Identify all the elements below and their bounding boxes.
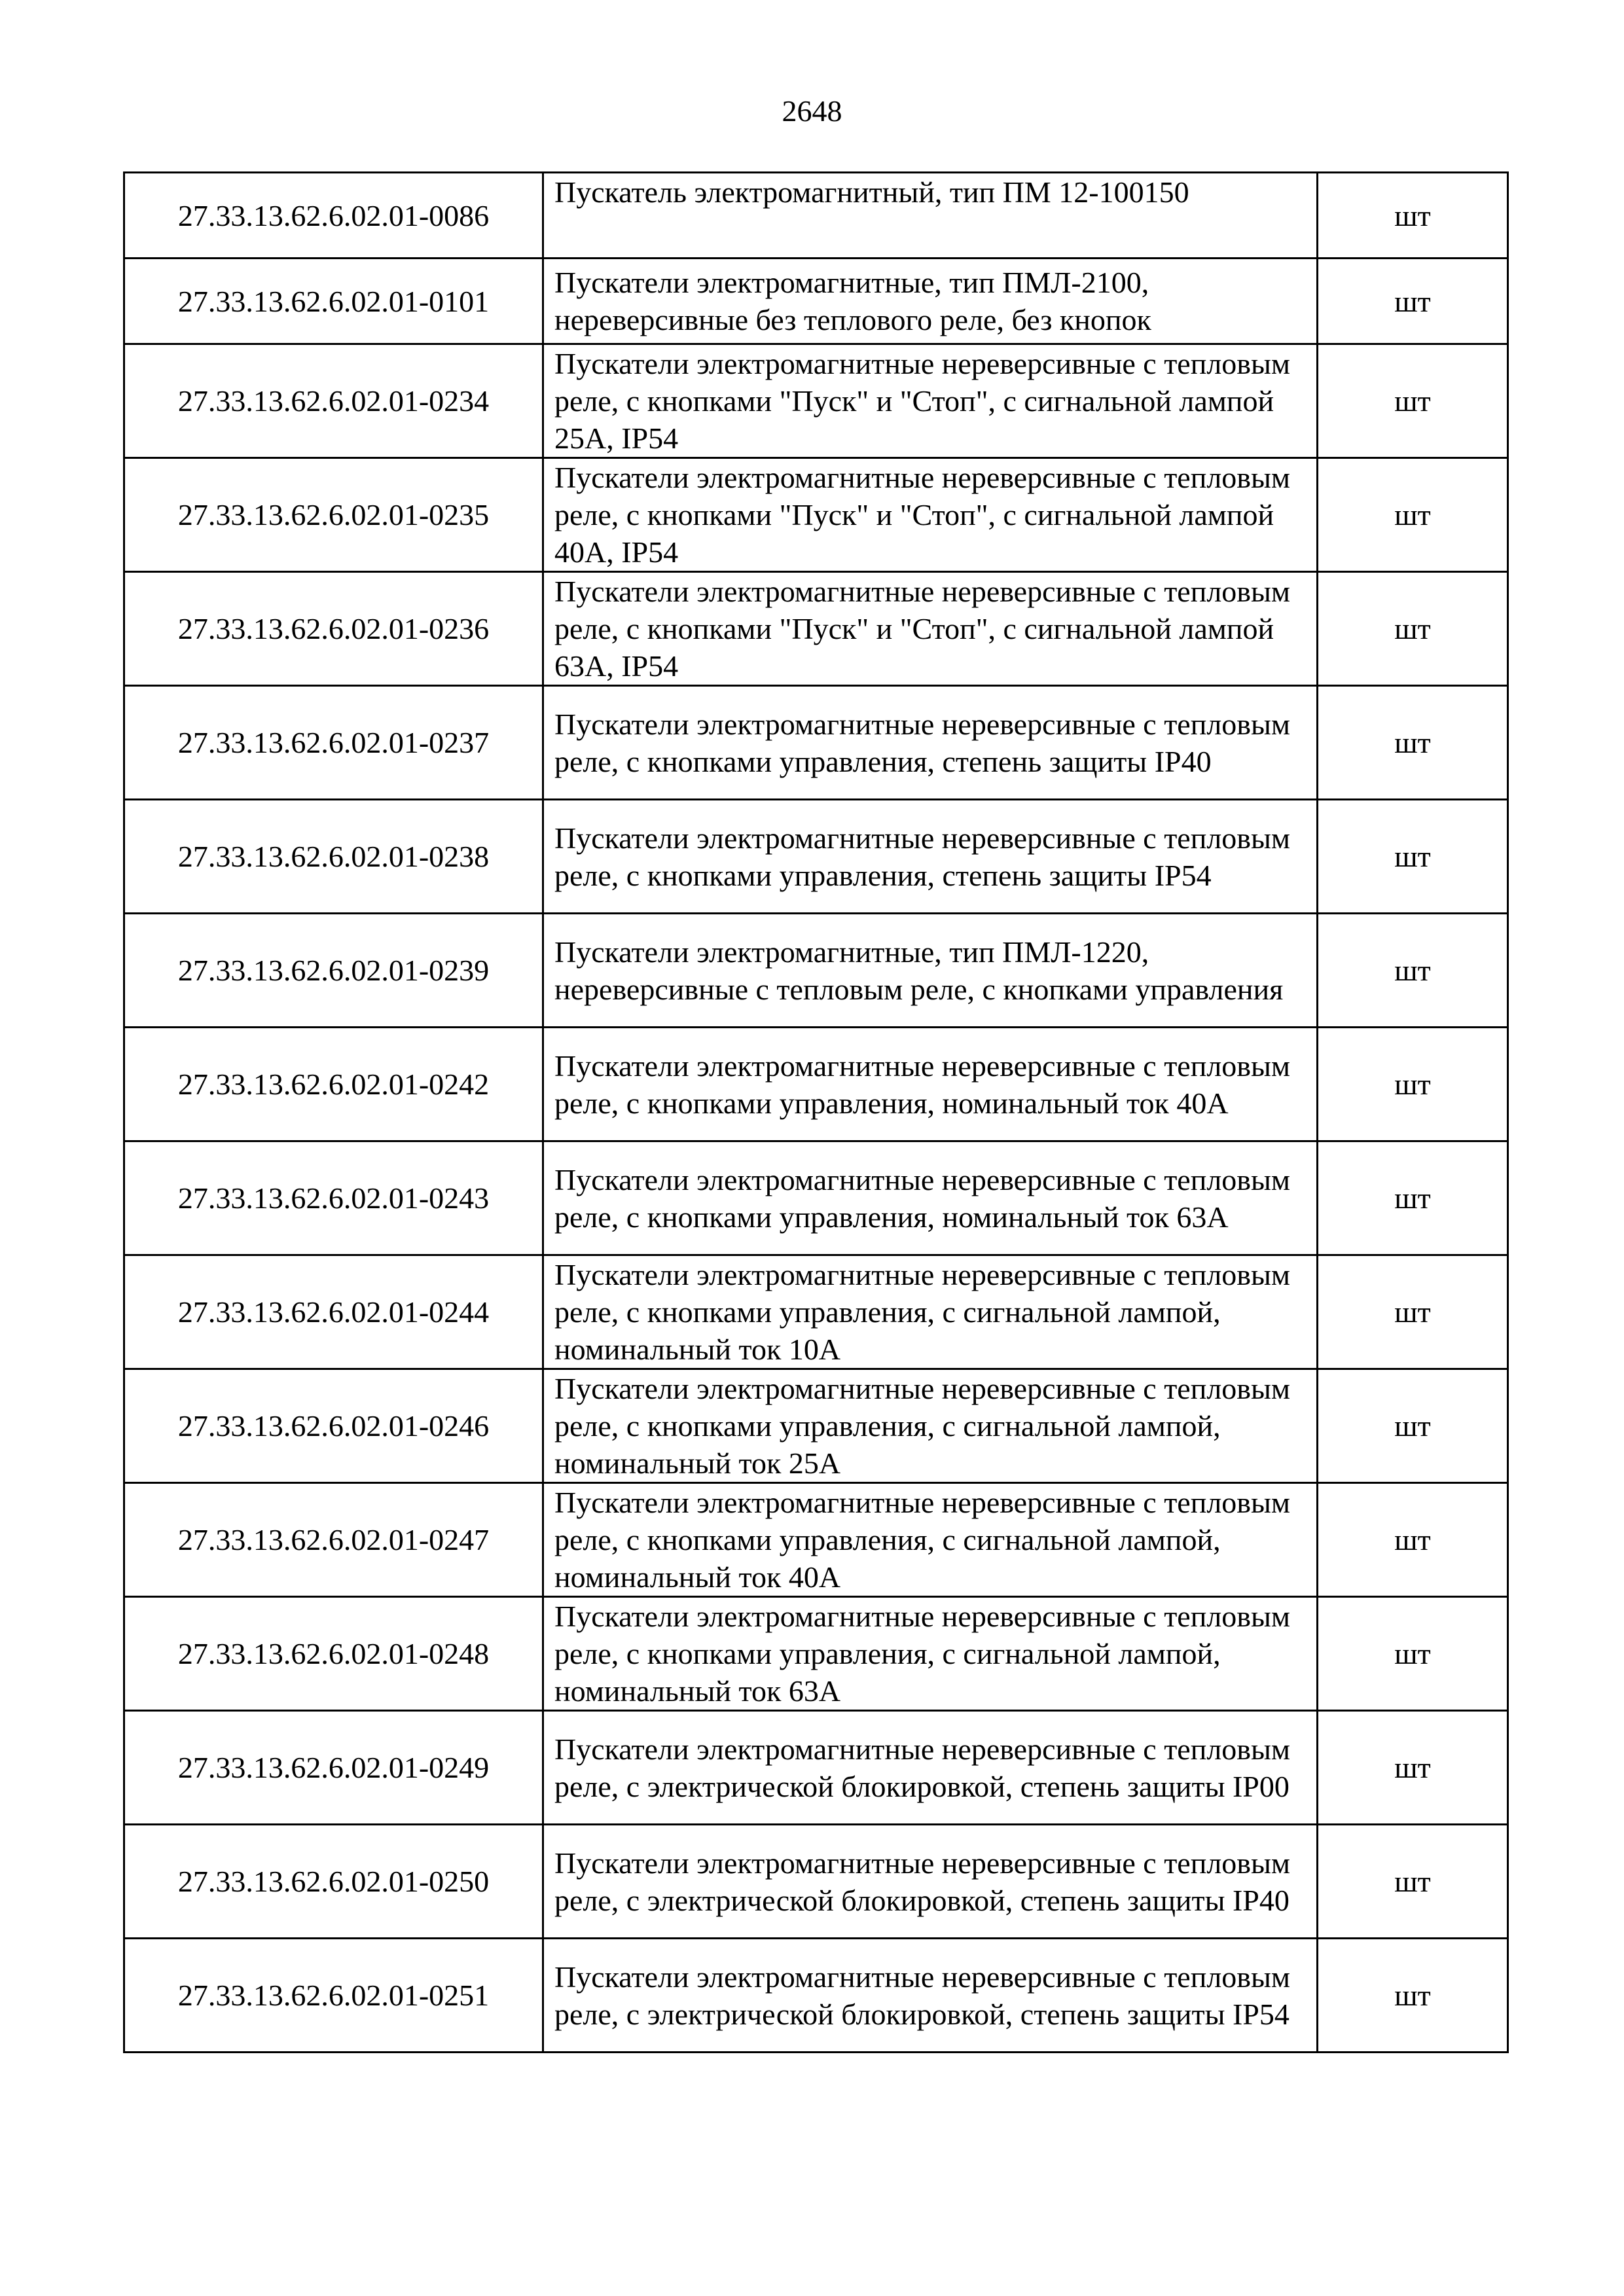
- resource-name: Пускатели электромагнитные нереверсивные с тепловым реле, с кнопками управления, с сигнальной лампой, номинальный ток 25А: [543, 1369, 1318, 1483]
- resource-code: 27.33.13.62.6.02.01-0246: [124, 1369, 543, 1483]
- resource-code: 27.33.13.62.6.02.01-0249: [124, 1711, 543, 1825]
- resource-code: 27.33.13.62.6.02.01-0237: [124, 686, 543, 800]
- resource-code: 27.33.13.62.6.02.01-0250: [124, 1825, 543, 1939]
- table-row: [124, 686, 1508, 800]
- resource-name: Пускатели электромагнитные нереверсивные с тепловым реле, с кнопками "Пуск" и "Стоп", с сигнальной лампой 25А, IP54: [543, 344, 1318, 458]
- table-row: [124, 572, 1508, 686]
- resource-unit: шт: [1318, 1028, 1508, 1141]
- resource-unit: шт: [1318, 914, 1508, 1028]
- resource-name: Пускатели электромагнитные нереверсивные с тепловым реле, с кнопками управления, номинальный ток 63А: [543, 1141, 1318, 1255]
- resource-name: Пускатели электромагнитные нереверсивные с тепловым реле, с кнопками управления, номинальный ток 40А: [543, 1028, 1318, 1141]
- resource-unit: шт: [1318, 686, 1508, 800]
- resource-name: Пускатели электромагнитные нереверсивные с тепловым реле, с кнопками управления, с сигнальной лампой, номинальный ток 63А: [543, 1597, 1318, 1711]
- page-number: 2648: [782, 94, 842, 128]
- resource-code: 27.33.13.62.6.02.01-0242: [124, 1028, 543, 1141]
- resource-name: Пускатели электромагнитные нереверсивные с тепловым реле, с электрической блокировкой, степень защиты IP54: [543, 1939, 1318, 2053]
- resource-unit: шт: [1318, 1141, 1508, 1255]
- resource-unit: шт: [1318, 1825, 1508, 1939]
- table-row: [124, 344, 1508, 458]
- table-row: [124, 1483, 1508, 1597]
- resource-code: 27.33.13.62.6.02.01-0244: [124, 1255, 543, 1369]
- resource-name: Пускатели электромагнитные нереверсивные с тепловым реле, с кнопками управления, степень защиты IP40: [543, 686, 1318, 800]
- resource-code: 27.33.13.62.6.02.01-0251: [124, 1939, 543, 2053]
- resource-name: Пускатели электромагнитные нереверсивные с тепловым реле, с кнопками управления, с сигнальной лампой, номинальный ток 40А: [543, 1483, 1318, 1597]
- table-row: [124, 173, 1508, 259]
- resource-unit: шт: [1318, 458, 1508, 572]
- table-row: [124, 259, 1508, 344]
- resource-name: Пускатели электромагнитные нереверсивные с тепловым реле, с кнопками "Пуск" и "Стоп", с сигнальной лампой 40А, IP54: [543, 458, 1318, 572]
- resource-code: 27.33.13.62.6.02.01-0238: [124, 800, 543, 914]
- resource-name: Пускатели электромагнитные нереверсивные с тепловым реле, с кнопками управления, степень защиты IP54: [543, 800, 1318, 914]
- resource-unit: шт: [1318, 1483, 1508, 1597]
- table-row: [124, 1028, 1508, 1141]
- resource-unit: шт: [1318, 344, 1508, 458]
- resource-unit: шт: [1318, 1597, 1508, 1711]
- resource-code: 27.33.13.62.6.02.01-0086: [124, 173, 543, 259]
- table-row: [124, 800, 1508, 914]
- table-row: [124, 1825, 1508, 1939]
- resource-unit: шт: [1318, 1369, 1508, 1483]
- resource-name: Пускатели электромагнитные, тип ПМЛ-2100, нереверсивные без теплового реле, без кнопок: [543, 259, 1318, 344]
- table-row: [124, 458, 1508, 572]
- resource-name: Пускатель электромагнитный, тип ПМ 12-100150: [543, 173, 1318, 259]
- resource-name: Пускатели электромагнитные нереверсивные с тепловым реле, с электрической блокировкой, степень защиты IP40: [543, 1825, 1318, 1939]
- table-row: [124, 1141, 1508, 1255]
- resource-code: 27.33.13.62.6.02.01-0243: [124, 1141, 543, 1255]
- resource-code: 27.33.13.62.6.02.01-0248: [124, 1597, 543, 1711]
- resource-code: 27.33.13.62.6.02.01-0235: [124, 458, 543, 572]
- resource-unit: шт: [1318, 800, 1508, 914]
- resource-unit: шт: [1318, 572, 1508, 686]
- table-row: [124, 1939, 1508, 2053]
- resource-unit: шт: [1318, 1711, 1508, 1825]
- table-row: [124, 1369, 1508, 1483]
- resource-unit: шт: [1318, 1255, 1508, 1369]
- resource-code: 27.33.13.62.6.02.01-0247: [124, 1483, 543, 1597]
- resource-unit: шт: [1318, 259, 1508, 344]
- resource-name: Пускатели электромагнитные нереверсивные с тепловым реле, с кнопками "Пуск" и "Стоп", с сигнальной лампой 63А, IP54: [543, 572, 1318, 686]
- table-row: [124, 1255, 1508, 1369]
- table-row: [124, 1597, 1508, 1711]
- resource-table: [123, 171, 1509, 2053]
- resource-name: Пускатели электромагнитные нереверсивные с тепловым реле, с электрической блокировкой, степень защиты IP00: [543, 1711, 1318, 1825]
- table-row: [124, 914, 1508, 1028]
- resource-code: 27.33.13.62.6.02.01-0236: [124, 572, 543, 686]
- resource-name: Пускатели электромагнитные, тип ПМЛ-1220, нереверсивные с тепловым реле, с кнопками управления: [543, 914, 1318, 1028]
- resource-name: Пускатели электромагнитные нереверсивные с тепловым реле, с кнопками управления, с сигнальной лампой, номинальный ток 10А: [543, 1255, 1318, 1369]
- resource-code: 27.33.13.62.6.02.01-0101: [124, 259, 543, 344]
- resource-code: 27.33.13.62.6.02.01-0234: [124, 344, 543, 458]
- resource-unit: шт: [1318, 1939, 1508, 2053]
- resource-unit: шт: [1318, 173, 1508, 259]
- resource-code: 27.33.13.62.6.02.01-0239: [124, 914, 543, 1028]
- table-row: [124, 1711, 1508, 1825]
